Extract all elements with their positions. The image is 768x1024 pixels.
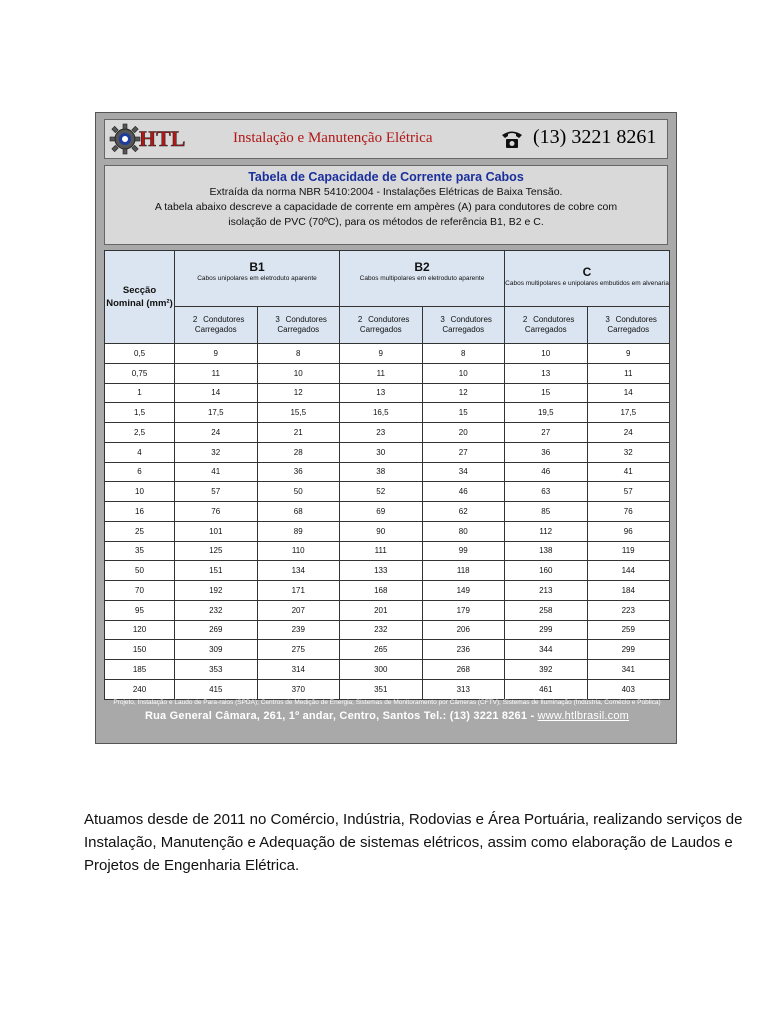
company-name: Instalação e Manutenção Elétrica (233, 130, 433, 146)
capacity-cell: 259 (587, 620, 670, 640)
capacity-cell: 179 (422, 600, 505, 620)
section-cell: 10 (105, 482, 175, 502)
capacity-cell: 268 (422, 660, 505, 680)
section-cell: 120 (105, 620, 175, 640)
subheader-label: Condutores Carregados (194, 315, 245, 334)
capacity-cell: 232 (340, 620, 423, 640)
subheader-label: Condutores Carregados (607, 315, 657, 334)
capacity-cell: 138 (505, 541, 588, 561)
htl-gear-logo (109, 123, 219, 155)
section-cell: 240 (105, 679, 175, 699)
capacity-cell: 8 (422, 344, 505, 364)
company-phone: (13) 3221 8261 (533, 126, 657, 148)
capacity-cell: 57 (175, 482, 258, 502)
capacity-cell: 41 (175, 462, 258, 482)
capacity-cell: 392 (505, 660, 588, 680)
capacity-cell: 27 (422, 442, 505, 462)
group-desc: Cabos multipolares em eletroduto aparente (359, 275, 485, 282)
capacity-cell: 223 (587, 600, 670, 620)
group-desc: Cabos multipolares e unipolares embutidos em alvenaria (505, 279, 669, 287)
capacity-cell: 299 (505, 620, 588, 640)
section-cell: 185 (105, 660, 175, 680)
capacity-cell: 85 (505, 502, 588, 522)
subheader-cell (257, 307, 340, 344)
section-cell: 70 (105, 581, 175, 601)
subheader-cell (422, 307, 505, 344)
capacity-cell: 11 (340, 363, 423, 383)
capacity-cell: 415 (175, 679, 258, 699)
capacity-cell: 76 (587, 502, 670, 522)
table-row (105, 581, 670, 601)
table-row (105, 620, 670, 640)
capacity-cell: 14 (175, 383, 258, 403)
capacity-cell: 201 (340, 600, 423, 620)
capacity-cell: 192 (175, 581, 258, 601)
subheader-count: 2 (522, 315, 528, 324)
table-row (105, 363, 670, 383)
capacity-cell: 46 (505, 462, 588, 482)
capacity-cell: 23 (340, 423, 423, 443)
section-cell: 35 (105, 541, 175, 561)
capacity-cell: 57 (587, 482, 670, 502)
table-row (105, 403, 670, 423)
capacity-cell: 370 (257, 679, 340, 699)
capacity-cell: 9 (340, 344, 423, 364)
section-cell: 1,5 (105, 403, 175, 423)
sheet-footer (104, 698, 670, 722)
capacity-cell: 314 (257, 660, 340, 680)
capacity-cell: 50 (257, 482, 340, 502)
capacity-cell: 38 (340, 462, 423, 482)
section-cell: 2,5 (105, 423, 175, 443)
capacity-table (104, 250, 670, 700)
group-b2-header (340, 251, 505, 307)
subheader-count: 2 (192, 315, 198, 324)
capacity-cell: 10 (505, 344, 588, 364)
capacity-cell: 206 (422, 620, 505, 640)
capacity-cell: 15 (422, 403, 505, 423)
cable-capacity-sheet (95, 112, 677, 744)
capacity-cell: 300 (340, 660, 423, 680)
table-row (105, 541, 670, 561)
address-line (104, 710, 670, 722)
capacity-cell: 13 (340, 383, 423, 403)
table-row (105, 679, 670, 699)
capacity-cell: 125 (175, 541, 258, 561)
capacity-cell: 171 (257, 581, 340, 601)
section-cell: 1 (105, 383, 175, 403)
capacity-cell: 239 (257, 620, 340, 640)
intro-line-3: isolação de PVC (70ºC), para os métodos de referência B1, B2 e C. (228, 216, 544, 228)
group-b1-header (175, 251, 340, 307)
section-cell: 150 (105, 640, 175, 660)
capacity-cell: 119 (587, 541, 670, 561)
services-list: Projeto, Instalação e Laudo de Para-raios (SPDA); Centros de Medição de Energia; Sistemas de Monitoramento por Câmeras (CFTV); Sistemas de Iluminação (Indústria, Comécio e Pública) (113, 699, 661, 706)
group-name: C (582, 264, 592, 279)
telephone-icon (500, 128, 524, 150)
capacity-cell: 309 (175, 640, 258, 660)
subheader-row (105, 307, 670, 344)
capacity-cell: 118 (422, 561, 505, 581)
table-row (105, 482, 670, 502)
capacity-cell: 168 (340, 581, 423, 601)
capacity-cell: 12 (257, 383, 340, 403)
capacity-cell: 265 (340, 640, 423, 660)
capacity-cell: 52 (340, 482, 423, 502)
capacity-cell: 8 (257, 344, 340, 364)
table-title: Tabela de Capacidade de Corrente para Cabos (248, 170, 524, 184)
intro-line-2: A tabela abaixo descreve a capacidade de corrente em ampères (A) para condutores de cobre com (154, 201, 618, 213)
group-c-header (505, 251, 670, 307)
capacity-cell: 184 (587, 581, 670, 601)
capacity-cell: 275 (257, 640, 340, 660)
table-intro (104, 165, 668, 245)
subheader-count: 3 (605, 315, 610, 324)
capacity-cell: 10 (257, 363, 340, 383)
capacity-cell: 269 (175, 620, 258, 640)
subheader-label: Condutores Carregados (359, 315, 410, 334)
capacity-cell: 27 (505, 423, 588, 443)
table-row (105, 521, 670, 541)
capacity-cell: 207 (257, 600, 340, 620)
capacity-cell: 80 (422, 521, 505, 541)
subheader-cell (505, 307, 588, 344)
capacity-cell: 149 (422, 581, 505, 601)
capacity-table-body (105, 251, 670, 700)
capacity-cell: 12 (422, 383, 505, 403)
capacity-cell: 24 (587, 423, 670, 443)
group-header-row (105, 251, 670, 307)
capacity-cell: 28 (257, 442, 340, 462)
capacity-cell: 20 (422, 423, 505, 443)
capacity-cell: 111 (340, 541, 423, 561)
capacity-cell: 32 (175, 442, 258, 462)
capacity-cell: 9 (587, 344, 670, 364)
capacity-cell: 34 (422, 462, 505, 482)
capacity-cell: 99 (422, 541, 505, 561)
intro-line-1: Extraída da norma NBR 5410:2004 - Instalações Elétricas de Baixa Tensão. (209, 186, 563, 198)
capacity-cell: 62 (422, 502, 505, 522)
capacity-cell: 15,5 (257, 403, 340, 423)
capacity-cell: 151 (175, 561, 258, 581)
capacity-cell: 36 (505, 442, 588, 462)
subheader-label: Condutores Carregados (524, 315, 575, 334)
section-cell: 25 (105, 521, 175, 541)
section-cell: 16 (105, 502, 175, 522)
address-text: Rua General Câmara, 261, 1º andar, Centro, Santos Tel.: (13) 3221 8261 - (144, 710, 535, 722)
capacity-cell: 10 (422, 363, 505, 383)
capacity-cell: 299 (587, 640, 670, 660)
capacity-cell: 236 (422, 640, 505, 660)
group-name: B2 (414, 260, 430, 274)
section-cell: 6 (105, 462, 175, 482)
capacity-cell: 90 (340, 521, 423, 541)
subheader-count: 3 (275, 315, 280, 324)
capacity-cell: 13 (505, 363, 588, 383)
table-row (105, 423, 670, 443)
group-name: B1 (249, 260, 265, 274)
capacity-cell: 133 (340, 561, 423, 581)
capacity-cell: 30 (340, 442, 423, 462)
capacity-cell: 96 (587, 521, 670, 541)
capacity-cell: 17,5 (175, 403, 258, 423)
table-row (105, 640, 670, 660)
capacity-cell: 232 (175, 600, 258, 620)
capacity-cell: 160 (505, 561, 588, 581)
subheader-cell (587, 307, 670, 344)
subheader-count: 2 (357, 315, 363, 324)
capacity-cell: 36 (257, 462, 340, 482)
subheader-count: 3 (440, 315, 445, 324)
capacity-cell: 213 (505, 581, 588, 601)
capacity-cell: 112 (505, 521, 588, 541)
capacity-cell: 258 (505, 600, 588, 620)
table-row (105, 383, 670, 403)
capacity-cell: 341 (587, 660, 670, 680)
capacity-cell: 69 (340, 502, 423, 522)
group-desc: Cabos unipolares em eletroduto aparente (197, 275, 317, 282)
capacity-cell: 313 (422, 679, 505, 699)
capacity-cell: 68 (257, 502, 340, 522)
company-header (104, 119, 668, 159)
section-cell: 0,75 (105, 363, 175, 383)
capacity-cell: 101 (175, 521, 258, 541)
capacity-cell: 19,5 (505, 403, 588, 423)
capacity-cell: 16,5 (340, 403, 423, 423)
capacity-cell: 9 (175, 344, 258, 364)
table-row (105, 660, 670, 680)
section-cell: 50 (105, 561, 175, 581)
website-link[interactable]: www.htlbrasil.com (537, 710, 629, 722)
table-row (105, 561, 670, 581)
capacity-cell: 134 (257, 561, 340, 581)
section-cell: 95 (105, 600, 175, 620)
subheader-cell (175, 307, 258, 344)
logo-text: HTL (139, 126, 186, 151)
capacity-cell: 89 (257, 521, 340, 541)
table-row (105, 600, 670, 620)
capacity-cell: 63 (505, 482, 588, 502)
subheader-cell (340, 307, 423, 344)
capacity-cell: 14 (587, 383, 670, 403)
capacity-cell: 41 (587, 462, 670, 482)
gear-icon (110, 124, 140, 154)
table-row (105, 502, 670, 522)
capacity-cell: 21 (257, 423, 340, 443)
section-header-cell (105, 251, 175, 344)
capacity-cell: 24 (175, 423, 258, 443)
capacity-cell: 17,5 (587, 403, 670, 423)
section-cell: 0,5 (105, 344, 175, 364)
capacity-cell: 46 (422, 482, 505, 502)
subheader-label: Condutores Carregados (442, 315, 492, 334)
table-row (105, 462, 670, 482)
capacity-cell: 76 (175, 502, 258, 522)
table-row (105, 344, 670, 364)
subheader-label: Condutores Carregados (277, 315, 327, 334)
capacity-cell: 344 (505, 640, 588, 660)
capacity-cell: 11 (587, 363, 670, 383)
capacity-cell: 403 (587, 679, 670, 699)
capacity-cell: 32 (587, 442, 670, 462)
capacity-cell: 144 (587, 561, 670, 581)
capacity-cell: 15 (505, 383, 588, 403)
section-header: Secção Nominal (mm²) (106, 285, 173, 309)
table-row (105, 442, 670, 462)
capacity-cell: 11 (175, 363, 258, 383)
company-description: Atuamos desde de 2011 no Comércio, Indústria, Rodovias e Área Portuária, realizando serviços de Instalação, Manutenção e Adequação de sistemas elétricos, assim como elaboração de Laudos e Projetos de Engenharia Elétrica. (84, 811, 743, 874)
capacity-cell: 461 (505, 679, 588, 699)
capacity-cell: 110 (257, 541, 340, 561)
capacity-cell: 353 (175, 660, 258, 680)
capacity-cell: 351 (340, 679, 423, 699)
section-cell: 4 (105, 442, 175, 462)
